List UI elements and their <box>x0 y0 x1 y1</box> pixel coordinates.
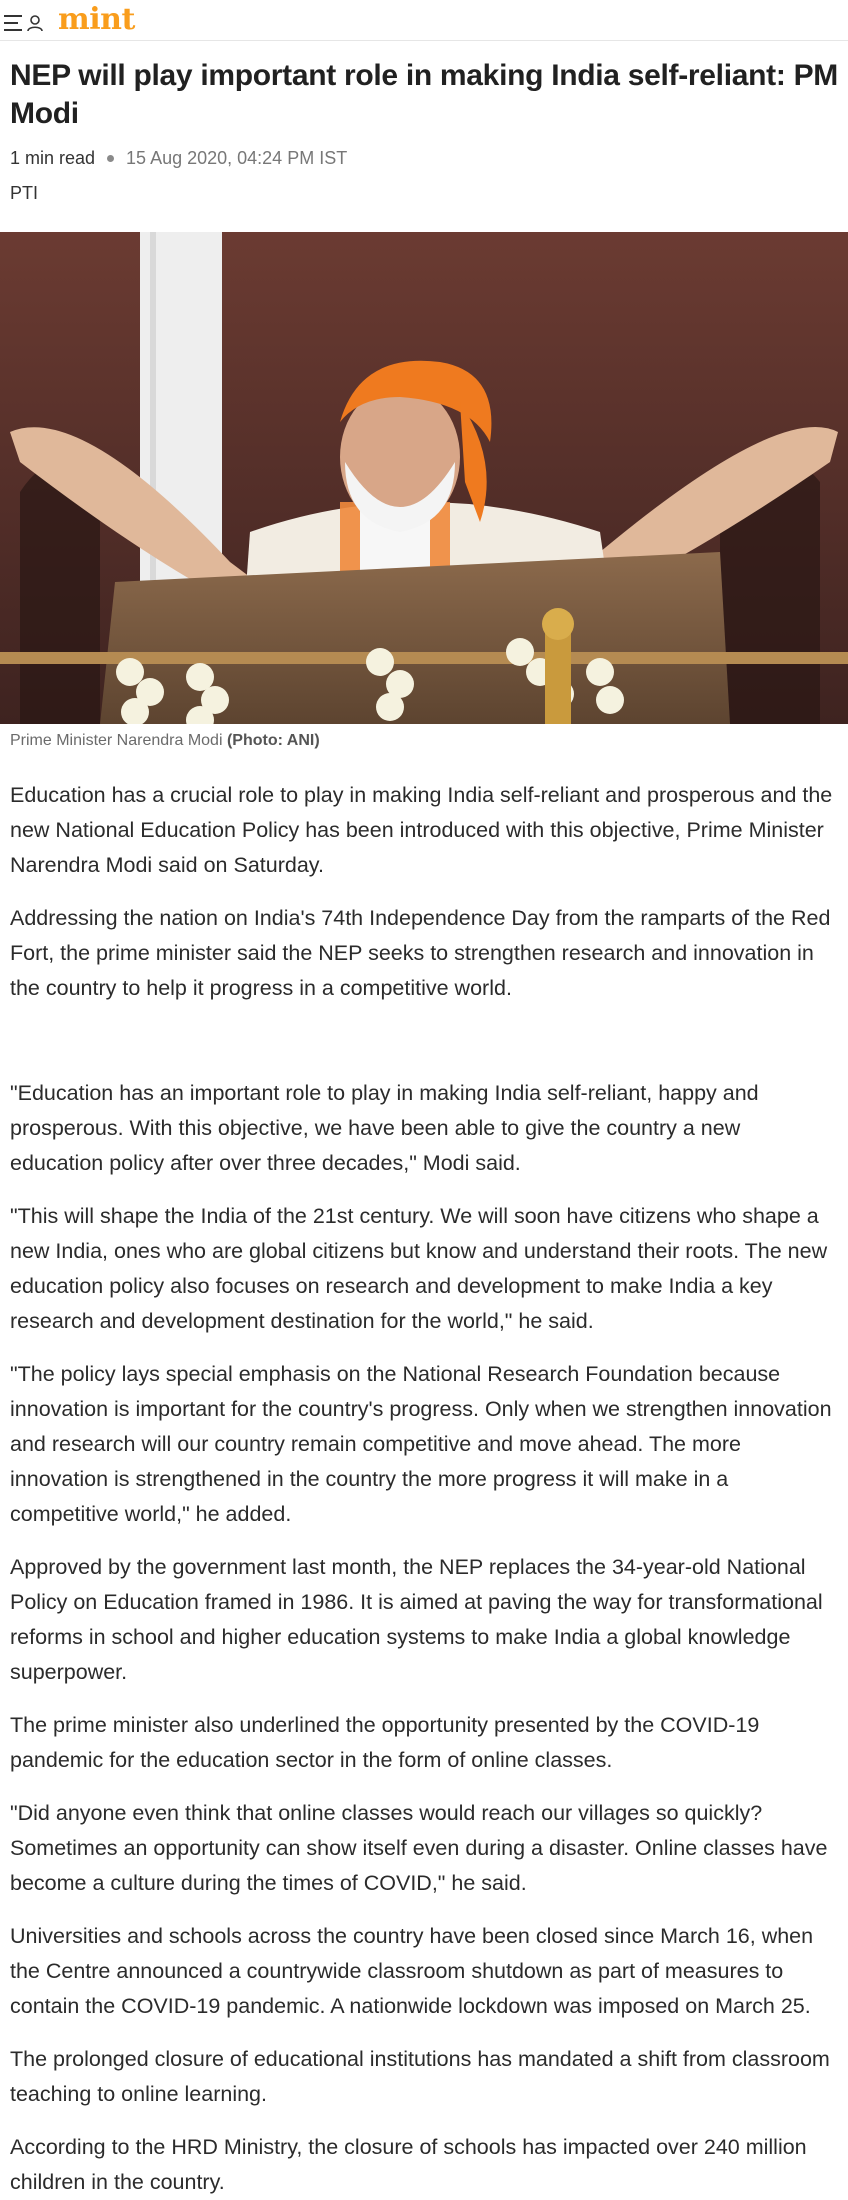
paragraph: Approved by the government last month, the NEP replaces the 34-year-old National Policy on Education framed in 1986. It is aimed at paving the way for transformational reforms in school and higher education systems to make India a global knowledge superpower. <box>10 1555 823 1684</box>
article-meta <box>10 148 838 169</box>
paragraph: Education has a crucial role to play in making India self-reliant and prosperous and the new National Education Policy has been introduced with this objective, Prime Minister Narendra Modi said on Saturday. <box>10 783 833 877</box>
paragraph: "The policy lays special emphasis on the National Research Foundation because innovation is important for the country's progress. Only when we strengthen innovation and research will our country remain competitive and move ahead. The more innovation is strengthened in the country the more progress it will make in a competitive world," he added. <box>10 1362 832 1526</box>
article-body <box>10 778 838 2200</box>
paragraph: "This will shape the India of the 21st century. We will soon have citizens who shape a new India, ones who are global citizens but know and understand their roots. The new education policy also focuses on research and development to make India a key research and development destination for the world," he said. <box>10 1204 828 1333</box>
paragraph: "Did anyone even think that online classes would reach our villages so quickly? Sometimes an opportunity can show itself even during a disaster. Online classes have become a culture during the times of COVID," he said. <box>10 1801 828 1895</box>
caption-credit: (Photo: ANI) <box>226 732 320 749</box>
image-caption <box>10 732 838 750</box>
author-name[interactable]: PTI <box>10 183 39 203</box>
article-headline: NEP will play important role in making India self-reliant: PM Modi <box>10 59 838 130</box>
top-bar <box>0 0 848 41</box>
paragraph: "Education has an important role to play in making India self-reliant, happy and prosperous. With this objective, we have been able to give the country a new education policy after over three decades," Modi said. <box>10 1081 759 1175</box>
read-time: 1 min read <box>10 148 96 168</box>
paragraph: Universities and schools across the country have been closed since March 16, when the Centre announced a countrywide classroom shutdown as part of measures to contain the COVID-19 pandemic. A nationwide lockdown was imposed on March 25. <box>10 1924 814 2018</box>
paragraph: The prime minister also underlined the opportunity presented by the COVID-19 pandemic for the education sector in the form of online classes. <box>10 1713 760 1772</box>
menu-icon[interactable] <box>4 15 24 31</box>
hero-image <box>0 232 848 724</box>
separator-dot <box>107 155 114 162</box>
user-icon[interactable] <box>26 14 44 32</box>
paragraph: Addressing the nation on India's 74th Independence Day from the ramparts of the Red Fort, the prime minister said the NEP seeks to strengthen research and innovation in the country to help it progress in a competitive world. <box>10 906 831 1000</box>
paragraph: The prolonged closure of educational institutions has mandated a shift from classroom teaching to online learning. <box>10 2047 830 2106</box>
caption-text: Prime Minister Narendra Modi <box>10 732 223 749</box>
paragraph: According to the HRD Ministry, the closure of schools has impacted over 240 million children in the country. <box>10 2135 807 2194</box>
mint-logo[interactable]: mint <box>58 2 135 37</box>
publish-date: 15 Aug 2020, 04:24 PM IST <box>126 148 348 168</box>
